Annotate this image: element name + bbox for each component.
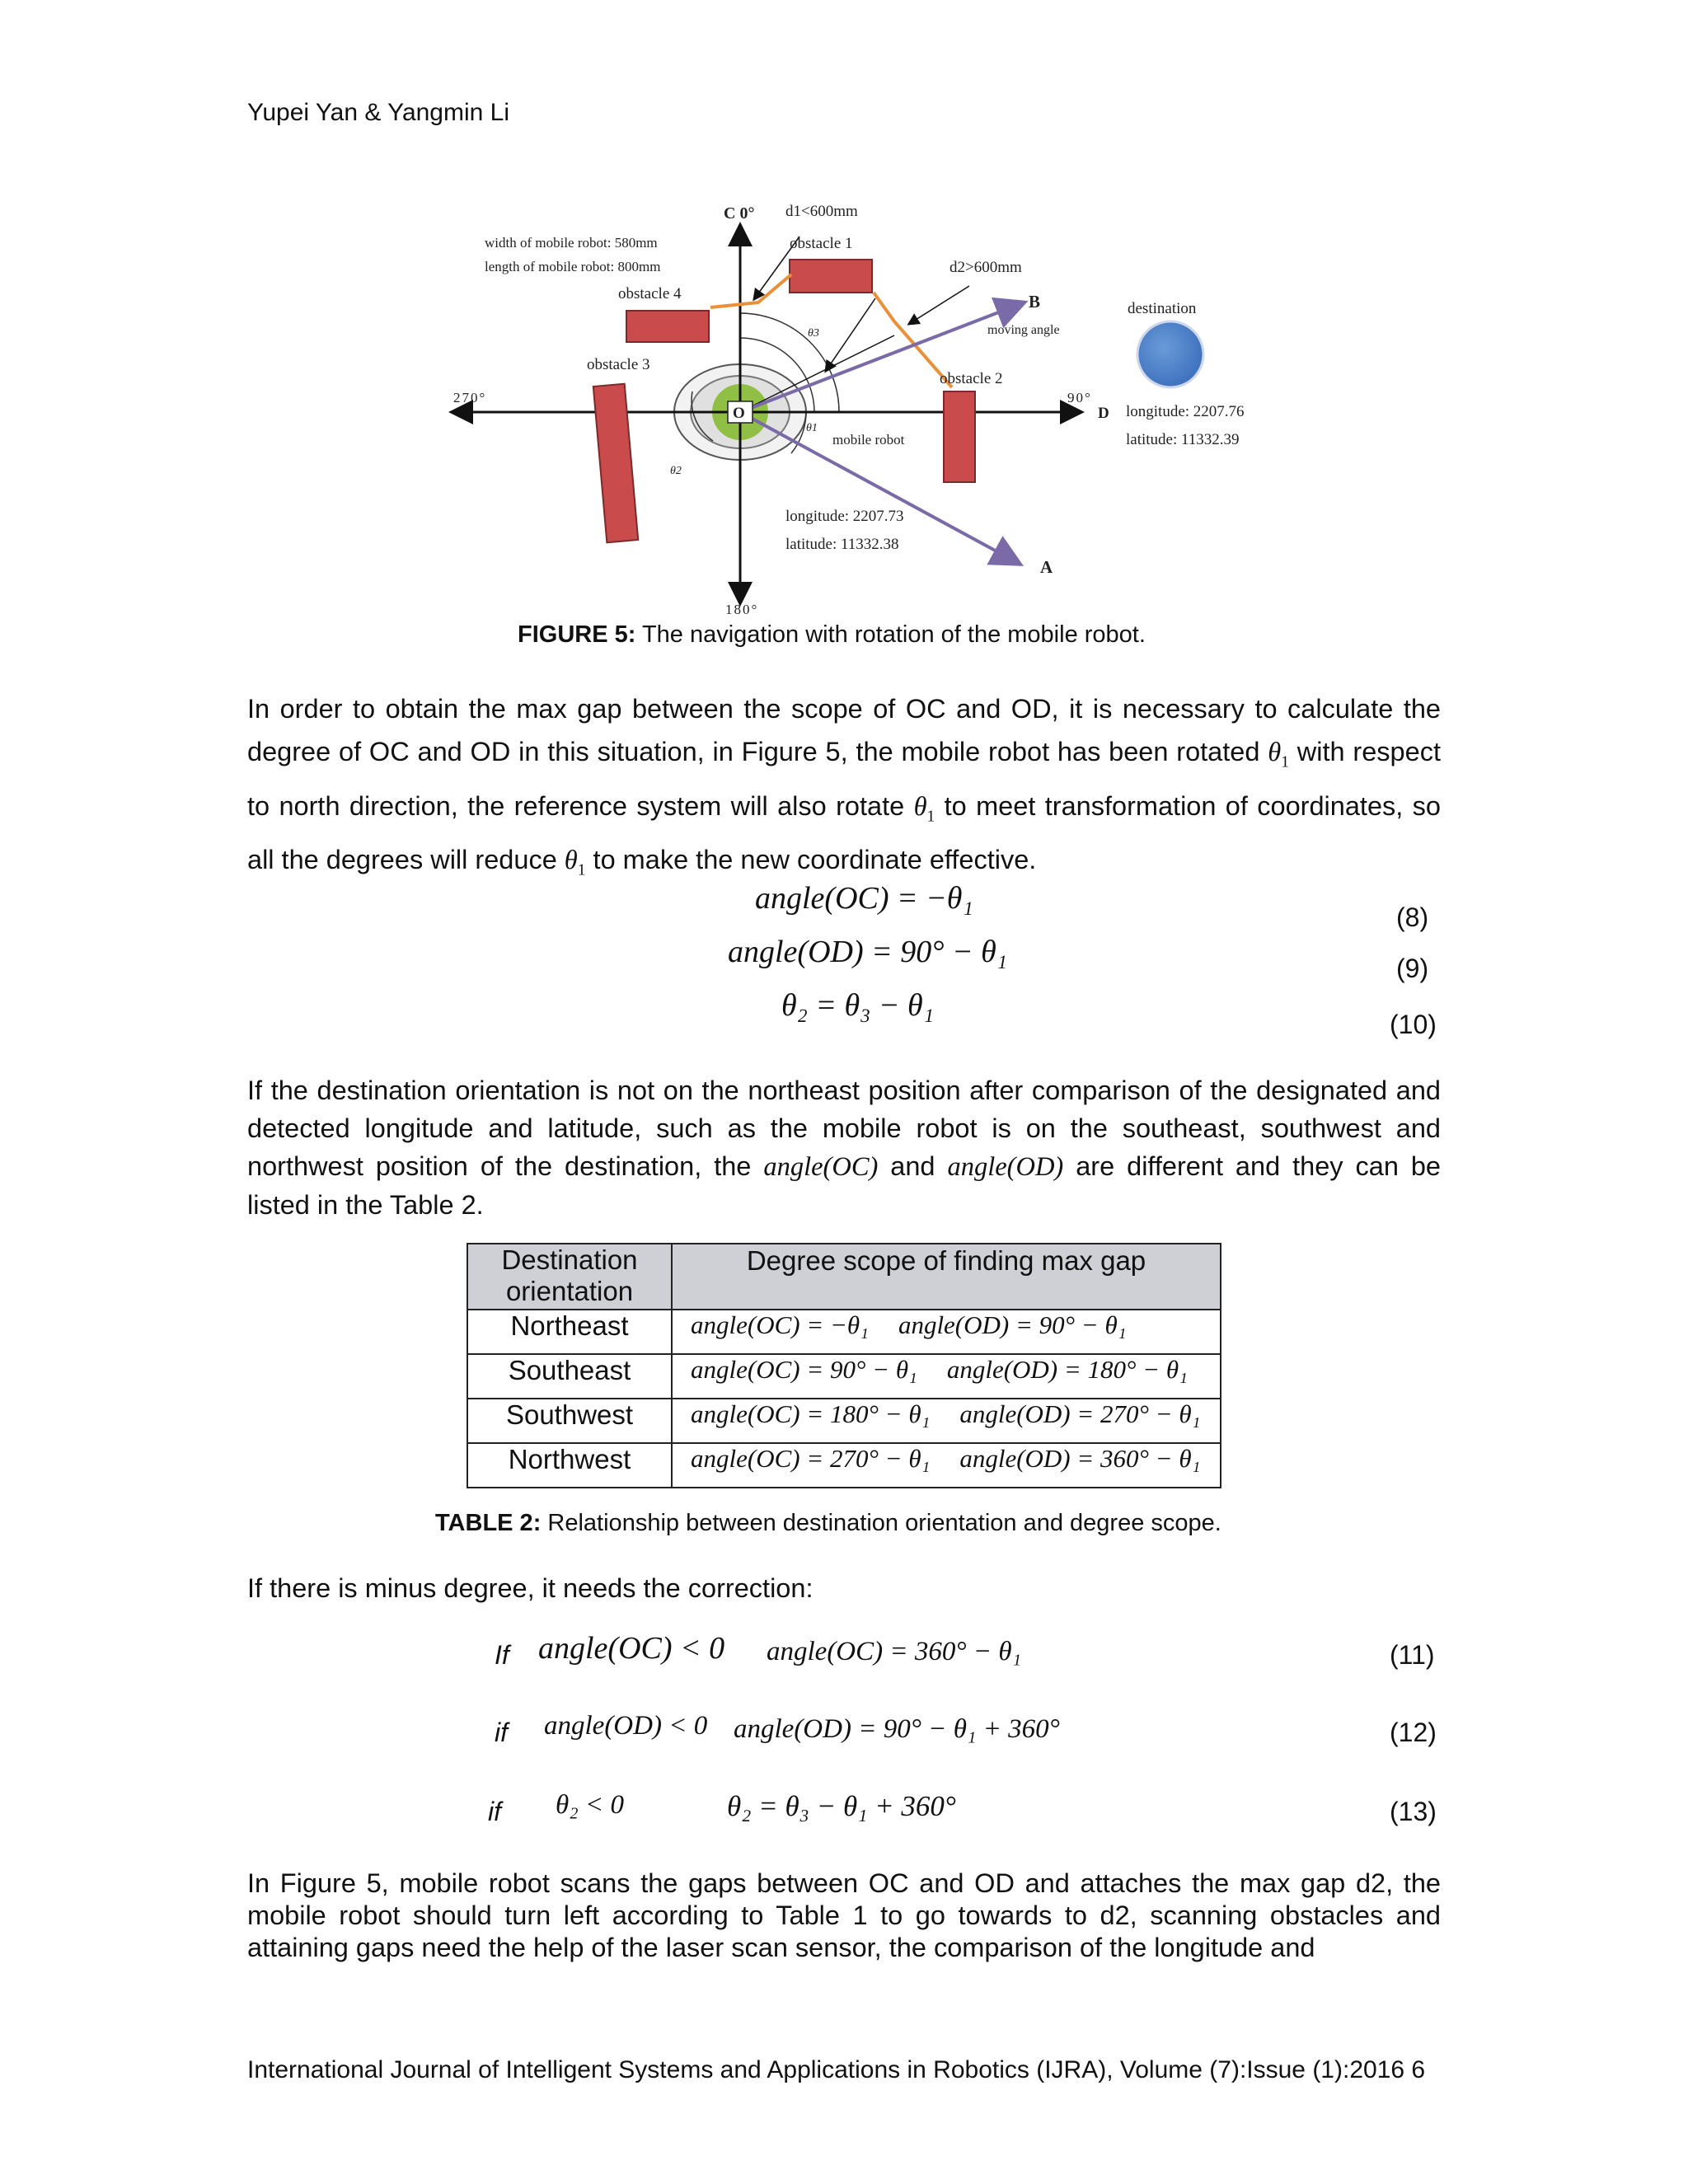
figure-5-caption	[518, 621, 1146, 649]
label-theta2: θ2	[670, 465, 682, 477]
table-row	[467, 1354, 1221, 1399]
table-row	[467, 1443, 1221, 1488]
equation-number-11: (11)	[1390, 1640, 1435, 1670]
label-robot-longitude: longitude: 2207.73	[785, 508, 904, 525]
label-obstacle-4: obstacle 4	[618, 285, 682, 302]
theta1-inline-a: $\theta_1$	[1268, 738, 1289, 771]
table-row	[467, 1399, 1221, 1443]
cell-oc: angle(OC) = −θ₁	[691, 1310, 869, 1339]
cell-orientation: Northwest	[467, 1443, 672, 1488]
theta1-inline-c: $\theta_1$	[564, 846, 586, 879]
equation-9: angle(OD) = 90° − θ₁	[728, 935, 1007, 969]
header-destination-orientation: Destination orientation	[467, 1244, 672, 1310]
theta1-inline-b: $\theta_1$	[913, 791, 935, 825]
para2-text-b: and	[878, 1151, 948, 1181]
label-d1: d1<600mm	[785, 203, 858, 220]
figure-caption-text: The navigation with rotation of the mobile robot.	[635, 621, 1146, 648]
label-mobile-robot: mobile robot	[832, 432, 905, 448]
label-theta1: θ1	[806, 422, 818, 434]
label-width: width of mobile robot: 580mm	[485, 235, 658, 251]
equation-11-result: angle(OC) = 360° − θ₁	[767, 1637, 1022, 1666]
paragraph-4: In Figure 5, mobile robot scans the gaps between OC and OD and attaches the max gap d2, the mobile robot should turn left according to Table 1 to go towards to d2, scanning obstacles and attaining gaps need the help of the laser scan sensor, the comparison of the longitude and	[247, 1868, 1441, 1962]
angle-od-inline: angle(OD)	[947, 1152, 1064, 1182]
cell-degree-scope	[672, 1310, 1221, 1354]
label-c0: C 0°	[724, 204, 755, 223]
equation-12-result: angle(OD) = 90° − θ₁ + 360°	[734, 1714, 1060, 1744]
equation-13-result: θ₂ = θ₃ − θ₁ + 360°	[727, 1790, 956, 1822]
equation-10: θ₂ = θ₃ − θ₁	[781, 988, 934, 1023]
header-degree-scope: Degree scope of finding max gap	[672, 1244, 1221, 1310]
table-2-caption	[435, 1510, 1221, 1537]
cell-degree-scope	[672, 1399, 1221, 1443]
table-row	[467, 1310, 1221, 1354]
equation-12-condition: angle(OD) < 0	[544, 1711, 708, 1741]
table-caption-text: Relationship between destination orientation and degree scope.	[541, 1510, 1221, 1536]
obstacle-1	[790, 260, 872, 293]
figure-caption-label: FIGURE 5:	[518, 621, 636, 648]
para1-text-c: to meet transformation of coordinates, so all the degrees will reduce	[247, 790, 1441, 874]
label-d: D	[1098, 405, 1109, 422]
label-d2: d2>600mm	[950, 259, 1022, 276]
angle-oc-inline: angle(OC)	[763, 1152, 879, 1182]
equation-number-9: (9)	[1396, 954, 1429, 983]
destination-marker	[1137, 321, 1203, 387]
para2-text-a: If the destination orientation is not on the northeast position after comparison of the designated and detected longitude and latitude, such as the mobile robot is on the southeast, southwest and northwest position of the destination, the	[247, 1076, 1441, 1181]
moving-direction-b	[740, 303, 1022, 412]
label-destination: destination	[1128, 300, 1197, 317]
table-2	[467, 1243, 1221, 1488]
equation-number-10: (10)	[1390, 1010, 1437, 1039]
label-robot-latitude: latitude: 11332.38	[785, 536, 899, 553]
obstacle-3	[593, 384, 638, 543]
if-label-11: If	[495, 1640, 509, 1670]
if-label-12: if	[495, 1718, 508, 1747]
cell-degree-scope	[672, 1443, 1221, 1488]
label-length: length of mobile robot: 800mm	[485, 259, 661, 274]
table-caption-label: TABLE 2:	[435, 1510, 542, 1536]
paragraph-1	[247, 687, 1441, 893]
label-90: 90°	[1067, 390, 1092, 405]
paragraph-2	[247, 1071, 1441, 1224]
cell-od: angle(OD) = 360° − θ₁	[959, 1444, 1201, 1473]
equation-number-12: (12)	[1390, 1718, 1437, 1747]
cell-od: angle(OD) = 90° − θ₁	[898, 1310, 1127, 1339]
label-theta3: θ3	[808, 327, 819, 340]
figure-5-diagram	[445, 194, 1269, 622]
label-a: A	[1040, 557, 1053, 577]
label-270: 270°	[453, 390, 487, 405]
page-footer: International Journal of Intelligent Systems and Applications in Robotics (IJRA), Volume (7):Issue (1):2016 6	[247, 2056, 1426, 2083]
para1-text-d: to make the new coordinate effective.	[585, 845, 1037, 874]
equation-11-condition: angle(OC) < 0	[538, 1631, 725, 1666]
cell-degree-scope	[672, 1354, 1221, 1399]
equation-number-8: (8)	[1396, 902, 1429, 932]
paragraph-3: If there is minus degree, it needs the correction:	[247, 1573, 814, 1603]
equation-8: angle(OC) = −θ₁	[755, 881, 973, 916]
para1-text-b: with respect to north direction, the reference system will also rotate	[247, 737, 1441, 821]
cell-orientation: Southeast	[467, 1354, 672, 1399]
label-dest-latitude: latitude: 11332.39	[1126, 431, 1240, 448]
label-b: B	[1029, 292, 1041, 312]
label-180: 180°	[725, 602, 759, 617]
cell-od: angle(OD) = 270° − θ₁	[959, 1399, 1201, 1428]
equation-13-condition: θ₂ < 0	[556, 1790, 624, 1820]
cell-orientation: Southwest	[467, 1399, 672, 1443]
obstacle-4	[626, 311, 709, 342]
cell-oc: angle(OC) = 270° − θ₁	[691, 1444, 931, 1473]
cell-oc: angle(OC) = 180° − θ₁	[691, 1399, 931, 1428]
table-header-row	[467, 1244, 1221, 1310]
obstacle-2	[944, 391, 975, 482]
label-obstacle-3: obstacle 3	[587, 356, 650, 373]
para2-text-c: are different and they can be listed in the Table 2.	[247, 1151, 1441, 1220]
equation-number-13: (13)	[1390, 1797, 1437, 1826]
cell-orientation: Northeast	[467, 1310, 672, 1354]
if-label-13: if	[488, 1797, 501, 1826]
label-moving-angle: moving angle	[987, 323, 1060, 337]
label-o: O	[733, 405, 745, 422]
running-header: Yupei Yan & Yangmin Li	[247, 99, 510, 126]
label-dest-longitude: longitude: 2207.76	[1126, 403, 1245, 420]
gap-line-d1	[710, 274, 791, 307]
label-obstacle-1: obstacle 1	[790, 235, 853, 252]
cell-oc: angle(OC) = 90° − θ₁	[691, 1355, 917, 1384]
cell-od: angle(OD) = 180° − θ₁	[946, 1355, 1188, 1384]
para1-text-a: In order to obtain the max gap between the scope of OC and OD, it is necessary to calculate the degree of OC and OD in this situation, in Figure 5, the mobile robot has been rotated	[247, 694, 1441, 766]
label-obstacle-2: obstacle 2	[940, 370, 1003, 387]
